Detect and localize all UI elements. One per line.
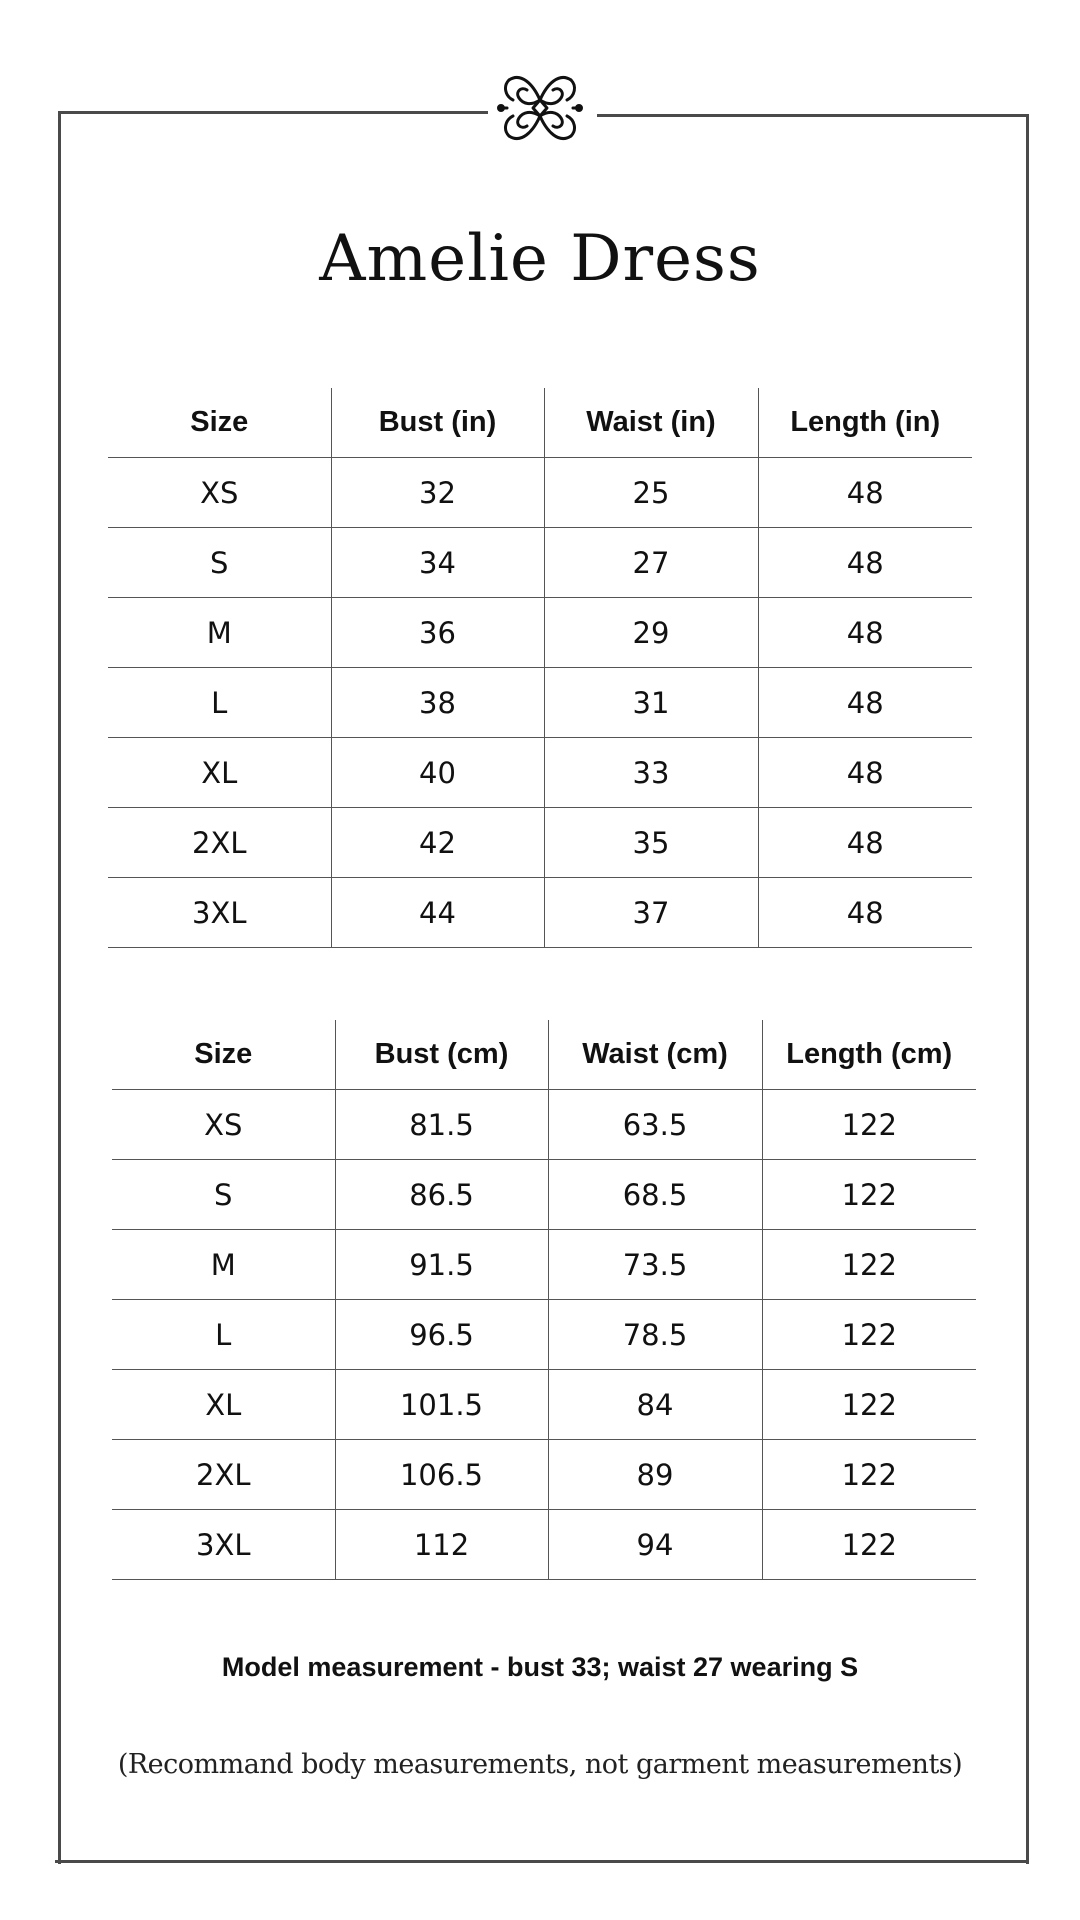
cell-size: 2XL — [112, 1440, 335, 1510]
frame-bottom-line — [55, 1860, 1028, 1863]
cell-size: 3XL — [108, 878, 331, 948]
cell-waist: 35 — [544, 808, 758, 878]
cell-length: 122 — [762, 1440, 976, 1510]
cell-size: XL — [112, 1370, 335, 1440]
header-size: Size — [112, 1020, 335, 1090]
model-measurement-note: Model measurement - bust 33; waist 27 wearing S — [221, 1652, 859, 1682]
table-row — [108, 808, 972, 878]
cell-waist: 29 — [544, 598, 758, 668]
ornamental-knot-icon — [497, 70, 583, 146]
cell-length: 122 — [762, 1090, 976, 1160]
cell-bust: 81.5 — [335, 1090, 548, 1160]
disclaimer-note: (Recommand body measurements, not garment measurements) — [117, 1749, 963, 1780]
table-row — [112, 1090, 976, 1160]
cell-size: 2XL — [108, 808, 331, 878]
cell-bust: 96.5 — [335, 1300, 548, 1370]
header-size: Size — [108, 388, 331, 458]
table-row — [112, 1440, 976, 1510]
frame-right-line — [1026, 114, 1029, 1864]
cell-bust: 86.5 — [335, 1160, 548, 1230]
cell-size: M — [112, 1230, 335, 1300]
cell-size: L — [108, 668, 331, 738]
cell-length: 122 — [762, 1510, 976, 1580]
cell-waist: 94 — [548, 1510, 762, 1580]
cell-bust: 32 — [331, 458, 544, 528]
cell-size: XL — [108, 738, 331, 808]
frame-top-left-line — [58, 111, 488, 114]
table-row — [112, 1370, 976, 1440]
page-title: Amelie Dress — [319, 222, 761, 296]
cell-bust: 44 — [331, 878, 544, 948]
table-header-row — [108, 388, 972, 458]
cell-length: 122 — [762, 1370, 976, 1440]
table-row — [108, 668, 972, 738]
cell-bust: 40 — [331, 738, 544, 808]
cell-length: 48 — [758, 598, 972, 668]
cell-waist: 78.5 — [548, 1300, 762, 1370]
cell-bust: 42 — [331, 808, 544, 878]
table-row — [108, 598, 972, 668]
header-length: Length (in) — [758, 388, 972, 458]
cell-size: 3XL — [112, 1510, 335, 1580]
cell-size: XS — [112, 1090, 335, 1160]
header-length: Length (cm) — [762, 1020, 976, 1090]
cell-length: 48 — [758, 458, 972, 528]
cell-length: 48 — [758, 528, 972, 598]
table-row — [108, 528, 972, 598]
frame-top-right-line — [597, 114, 1028, 117]
cell-length: 122 — [762, 1160, 976, 1230]
header-bust: Bust (in) — [331, 388, 544, 458]
cell-size: L — [112, 1300, 335, 1370]
cell-length: 48 — [758, 738, 972, 808]
table-row — [112, 1160, 976, 1230]
cell-waist: 84 — [548, 1370, 762, 1440]
cell-bust: 112 — [335, 1510, 548, 1580]
header-waist: Waist (in) — [544, 388, 758, 458]
cell-bust: 36 — [331, 598, 544, 668]
cell-waist: 37 — [544, 878, 758, 948]
table-row — [112, 1300, 976, 1370]
cell-bust: 106.5 — [335, 1440, 548, 1510]
cell-waist: 68.5 — [548, 1160, 762, 1230]
cell-waist: 33 — [544, 738, 758, 808]
table-row — [112, 1230, 976, 1300]
size-table-centimeters — [112, 1020, 976, 1580]
table-row — [112, 1510, 976, 1580]
size-table-inches — [108, 388, 972, 948]
cell-bust: 101.5 — [335, 1370, 548, 1440]
cell-size: M — [108, 598, 331, 668]
table-header-row — [112, 1020, 976, 1090]
cell-bust: 91.5 — [335, 1230, 548, 1300]
cell-bust: 34 — [331, 528, 544, 598]
cell-waist: 63.5 — [548, 1090, 762, 1160]
cell-waist: 25 — [544, 458, 758, 528]
frame-left-line — [58, 111, 61, 1864]
header-bust: Bust (cm) — [335, 1020, 548, 1090]
cell-waist: 27 — [544, 528, 758, 598]
cell-length: 48 — [758, 878, 972, 948]
header-waist: Waist (cm) — [548, 1020, 762, 1090]
cell-length: 48 — [758, 668, 972, 738]
cell-waist: 73.5 — [548, 1230, 762, 1300]
cell-size: S — [108, 528, 331, 598]
cell-size: S — [112, 1160, 335, 1230]
cell-length: 48 — [758, 808, 972, 878]
cell-length: 122 — [762, 1230, 976, 1300]
cell-waist: 31 — [544, 668, 758, 738]
cell-size: XS — [108, 458, 331, 528]
table-row — [108, 878, 972, 948]
cell-length: 122 — [762, 1300, 976, 1370]
table-row — [108, 738, 972, 808]
cell-waist: 89 — [548, 1440, 762, 1510]
cell-bust: 38 — [331, 668, 544, 738]
table-row — [108, 458, 972, 528]
